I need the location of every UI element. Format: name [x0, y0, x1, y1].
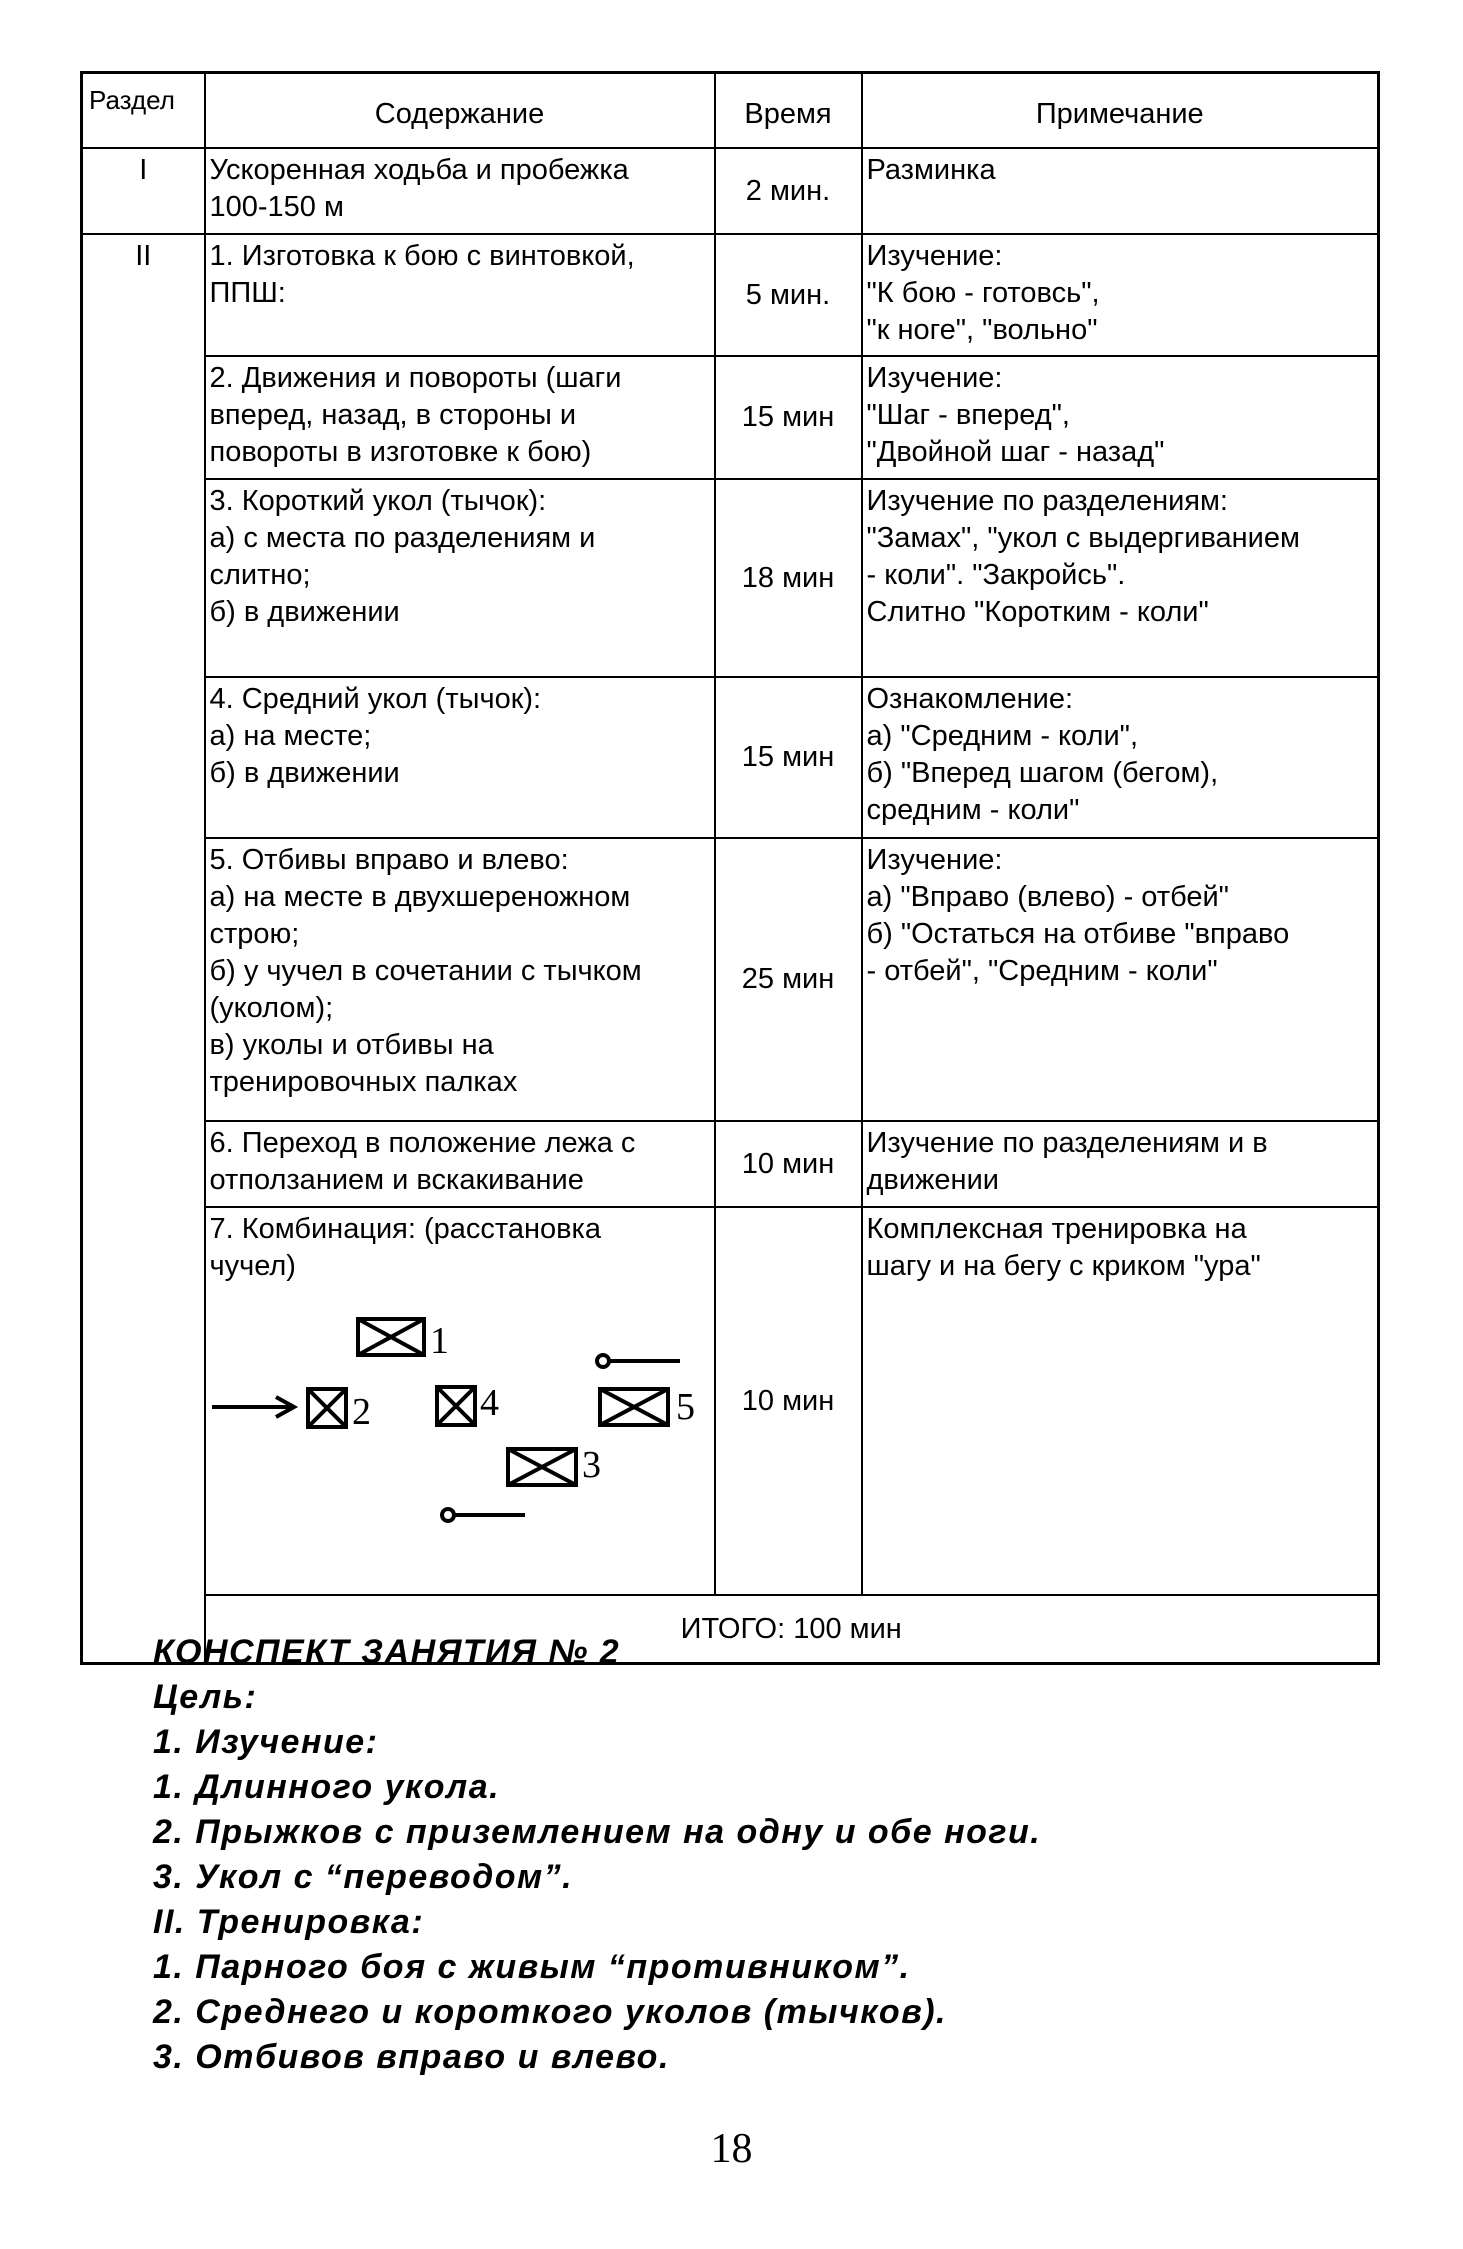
table-row [82, 838, 1379, 1121]
row-content: 4. Средний укол (тычок): а) на месте; б) в движении [205, 677, 715, 838]
training-pole-icon [597, 1355, 680, 1367]
table-row [82, 677, 1379, 838]
summary-line: 2. Прыжков с приземлением на одну и обе ноги. [153, 1813, 1042, 1851]
dummy-label: 5 [675, 1386, 695, 1428]
dummy-2-icon [308, 1389, 346, 1427]
dummy-label: 4 [479, 1382, 499, 1424]
row-content: 2. Движения и повороты (шаги вперед, назад, в стороны и повороты в изготовке к бою) [205, 356, 715, 479]
row-note: Изучение по разделениям: "Замах", "укол с выдергиванием - коли". "Закройсь". Слитно "Коротким - коли" [862, 479, 1379, 677]
header-time: Время [715, 73, 862, 149]
dummy-placement-diagram [210, 1291, 710, 1591]
lesson-plan-table [80, 71, 1380, 1665]
header-section: Раздел [82, 73, 205, 149]
dummy-label: 2 [351, 1391, 371, 1433]
row-note: Комплексная тренировка на шагу и на бегу с криком "ура" [862, 1207, 1379, 1595]
movement-arrow-icon [212, 1397, 294, 1417]
dummy-3-icon [508, 1449, 576, 1485]
row-note: Изучение: а) "Вправо (влево) - отбей" б) "Остаться на отбиве "вправо - отбей", "Средним - коли" [862, 838, 1379, 1121]
summary-line: 3. Отбивов вправо и влево. [153, 2038, 670, 2076]
training-pole-icon [442, 1509, 525, 1521]
total-value: ИТОГО: 100 мин [205, 1595, 1379, 1664]
row-content: 5. Отбивы вправо и влево: а) на месте в двухшереножном строю; б) у чучел в сочетании с тычком (уколом); в) уколы и отбивы на тренировочных палках [205, 838, 715, 1121]
page-number: 18 [710, 2126, 753, 2172]
row-content: 6. Переход в положение лежа с отползанием и вскакивание [205, 1121, 715, 1207]
summary-line: 1. Изучение: [153, 1723, 379, 1761]
row-content: Ускоренная ходьба и пробежка 100-150 м [205, 148, 715, 234]
summary-title: КОНСПЕКТ ЗАНЯТИЯ № 2 [153, 1633, 621, 1671]
dummy-5-icon [600, 1389, 668, 1425]
row-note: Изучение по разделениям и в движении [862, 1121, 1379, 1207]
row-time: 25 мин [715, 838, 862, 1121]
row-content: 7. Комбинация: (расстановка чучел) 1 2 4 5 3 [205, 1207, 715, 1595]
summary-line: II. Тренировка: [153, 1903, 425, 1941]
dummy-4-icon [437, 1387, 475, 1425]
row-note: Разминка [862, 148, 1379, 234]
row-time: 10 мин [715, 1207, 862, 1595]
summary-line: 3. Укол с “переводом”. [153, 1858, 574, 1896]
row-time: 5 мин. [715, 234, 862, 356]
row-time: 2 мин. [715, 148, 862, 234]
lesson-summary [153, 1630, 1353, 2080]
dummy-label: 1 [429, 1320, 449, 1362]
section-number: II [82, 234, 205, 1664]
table-row [82, 148, 1379, 234]
dummy-label: 3 [581, 1444, 601, 1486]
summary-line: 1. Парного боя с живым “противником”. [153, 1948, 911, 1986]
row-time: 15 мин [715, 356, 862, 479]
row-time: 15 мин [715, 677, 862, 838]
section-number: I [82, 148, 205, 234]
row-content: 1. Изготовка к бою с винтовкой, ППШ: [205, 234, 715, 356]
row-time: 18 мин [715, 479, 862, 677]
row-note: Ознакомление: а) "Средним - коли", б) "Вперед шагом (бегом), средним - коли" [862, 677, 1379, 838]
summary-line: Цель: [153, 1678, 258, 1716]
table-row [82, 479, 1379, 677]
row-note: Изучение: "К бою - готовсь", "к ноге", "вольно" [862, 234, 1379, 356]
row-content: 3. Короткий укол (тычок): а) с места по разделениям и слитно; б) в движении [205, 479, 715, 677]
table-header-row [82, 73, 1379, 149]
summary-line: 2. Среднего и короткого уколов (тычков). [153, 1993, 948, 2031]
row-note: Изучение: "Шаг - вперед", "Двойной шаг - назад" [862, 356, 1379, 479]
table-row [82, 1207, 1379, 1595]
header-note: Примечание [862, 73, 1379, 149]
header-content: Содержание [205, 73, 715, 149]
summary-line: 1. Длинного укола. [153, 1768, 501, 1806]
row-time: 10 мин [715, 1121, 862, 1207]
dummy-1-icon [358, 1319, 424, 1355]
table-row [82, 356, 1379, 479]
table-row [82, 1121, 1379, 1207]
table-row [82, 234, 1379, 356]
